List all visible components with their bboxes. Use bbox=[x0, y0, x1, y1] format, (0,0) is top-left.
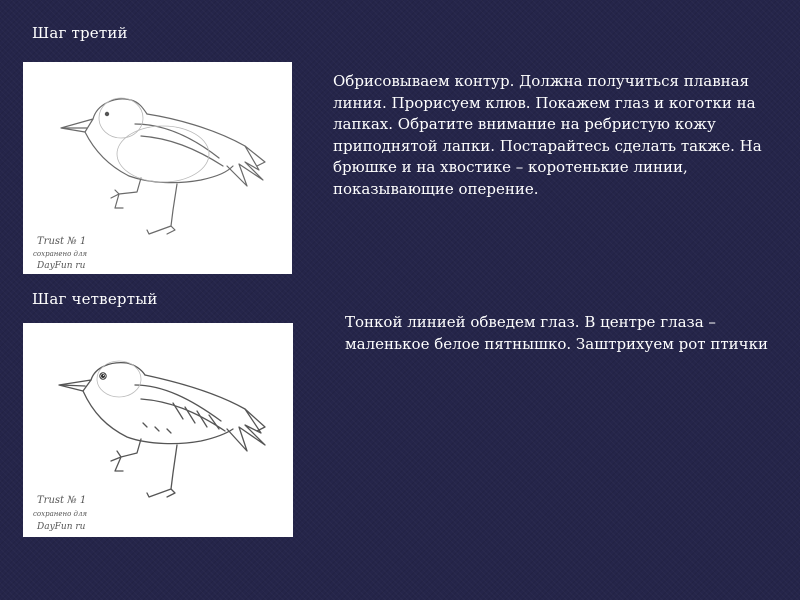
step-3-bird-sketch bbox=[23, 62, 292, 274]
svg-text:сохранено для: сохранено для bbox=[33, 250, 88, 258]
step-4-bird-sketch bbox=[23, 323, 293, 537]
step-4-text: Тонкой линией обведем глаз. В центре глаза – маленькое белое пятнышко. Заштрихуем рот птички bbox=[345, 313, 768, 353]
svg-text:DayFun ru: DayFun ru bbox=[37, 261, 86, 271]
svg-text:Trust № 1: Trust № 1 bbox=[37, 495, 87, 506]
sketch-signature: Trust № 1 bbox=[37, 236, 87, 247]
step-4-heading: Шаг четвертый bbox=[32, 290, 158, 308]
svg-text:DayFun ru: DayFun ru bbox=[37, 522, 86, 532]
step-3-text: Обрисовываем контур. Должна получиться плавная линия. Прорисуем клюв. Покажем глаз и коготки на лапках. Обратите внимание на ребристую кожу приподнятой лапки. Постарайтесь сделать также. На брюшке и на хвостике – коротенькие линии, показывающие оперение. bbox=[333, 72, 762, 198]
svg-text:сохранено для: сохранено для bbox=[33, 510, 88, 518]
step-3-heading: Шаг третий bbox=[32, 24, 128, 42]
